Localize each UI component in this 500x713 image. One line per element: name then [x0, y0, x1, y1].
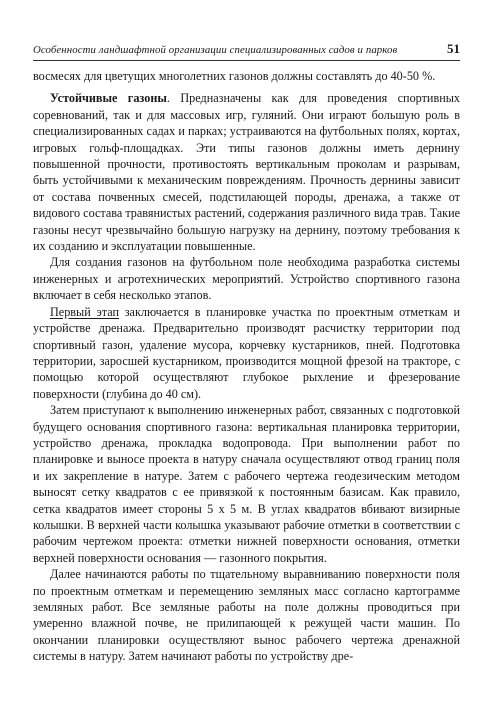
paragraph-engineering-works: Затем приступают к выполнению инженерных работ, связанных с подготовкой будущего основания спортивного газона: вертикальная планировка территории, устройство дренажа, прокладка водопровода. При выполнении работ по планировке и выносе проекта в натуру сначала осуществляют отвод границ поля и их закрепление в натуре. Затем с рабочего чертежа геодезическим методом выносят сетку квадратов с ее привязкой к постоянным базисам. Как правило, сетка квадратов имеет стороны 5 х 5 м. В углах квадратов вбивают визирные колышки. В верхней части колышка указывают рабочие отметки в соответствии с рабочим чертежом проекта: отметки нижней поверхности основания, отметки верхней поверхности основания — газонного покрытия.	[33, 403, 460, 565]
paragraph-continued: восмесях для цветущих многолетних газонов должны составлять до 40-50 %.	[33, 69, 436, 83]
page-body	[33, 68, 460, 665]
page-number: 51	[447, 41, 460, 56]
paragraph-first-stage	[33, 304, 460, 402]
running-header-title: Особенности ландшафтной организации специализированных садов и парков	[33, 44, 398, 56]
paragraph-durable-lawns-text: . Предназначены как для проведения спортивных соревнований, так и для массовых игр, гуляний. Они играют большую роль в специализированных садах и парках; устраиваются на футбольных полях, кортах, игровых гольф-площадках. Эти типы газонов должны иметь дернину повышенной прочности, противостоять вертикальным проколам и разрывам, быть устойчивыми к механическим повреждениям. Прочность дернины зависит от состава почвенных смесей, подстилающей породы, дренажа, а также от видового состава травянистых растений, содержания различного вида трав. Такие газоны несут чрезвычайно большую нагрузку на дернину, поэтому требования к их созданию и эксплуатации повышенные.	[33, 91, 461, 254]
paragraph-first-stage-text: заключается в планировке участка по проектным отметкам и устройстве дренажа. Предварительно производят расчистку территории под спортивный газон, удаление мусора, корчевку кустарников, пней. Подготовка территории, заросшей кустарником, производится мощной фрезой на тракторе, с помощью которой осуществляют глубокое рыхление и фрезерование поверхности (глубина до 40 см).	[33, 304, 460, 401]
term-durable-lawns: Устойчивые газоны	[50, 91, 167, 106]
running-header	[33, 40, 460, 61]
paragraph-leveling: Далее начинаются работы по тщательному выравниванию поверхности поля по проектным отметкам и перемещению земляных масс согласно картограмме земляных работ. Все земляные работы на поле должны проводиться при умеренно влажной почве, не прилипающей к режущей части машин. По окончании планировки осуществляют вынос рабочего чертежа дренажной системы в натуру. Затем начинают работы по устройству дре-	[33, 567, 460, 664]
paragraph-durable-lawns	[33, 90, 460, 254]
term-first-stage: Первый этап	[50, 304, 119, 319]
paragraph-football-field: Для создания газонов на футбольном поле необходима разработка системы инженерных и агротехнических мероприятий. Устройство спортивного газона включает в себя несколько этапов.	[33, 255, 460, 303]
